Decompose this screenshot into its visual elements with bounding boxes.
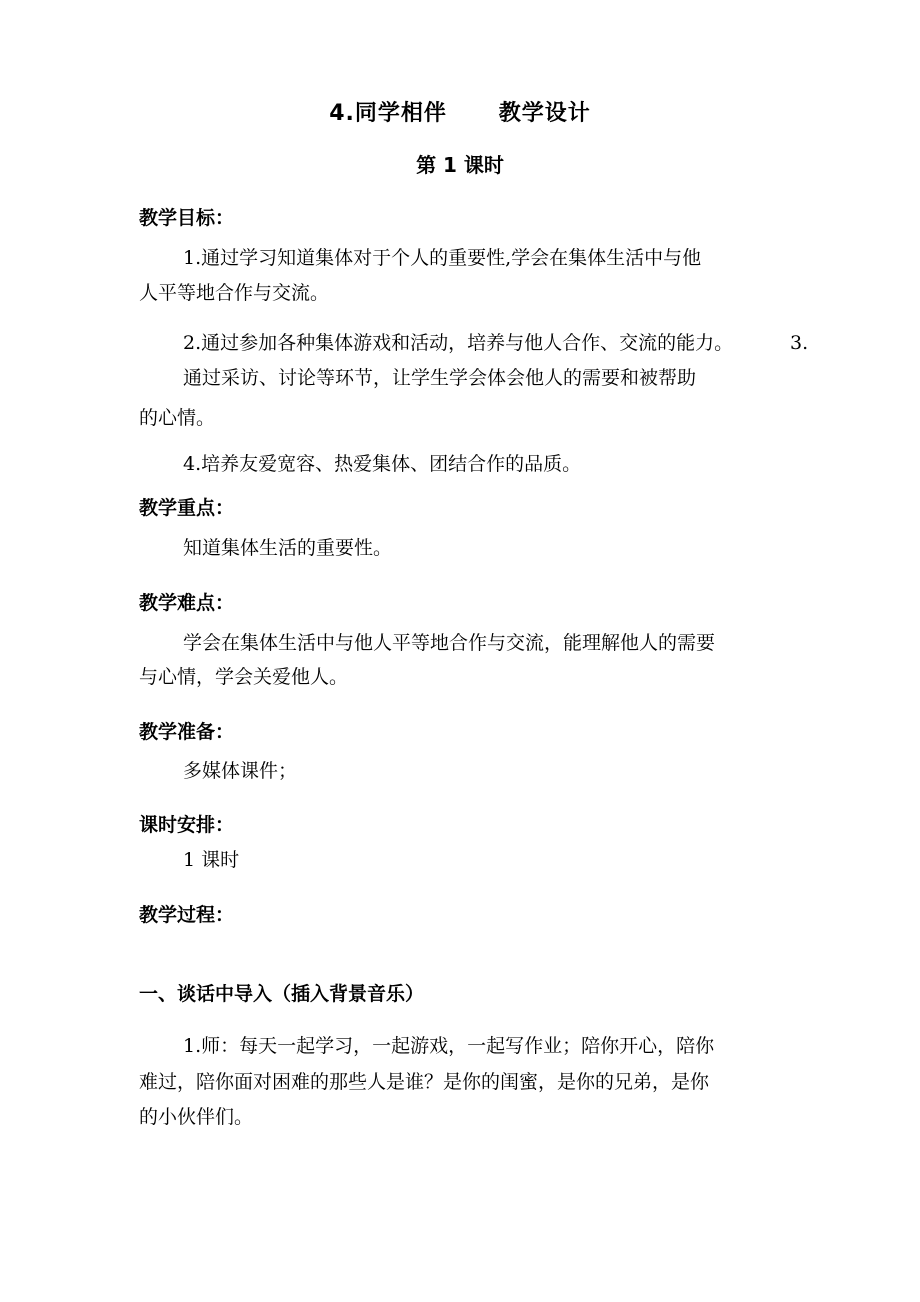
- difficulties-line-1: 学会在集体生活中与他人平等地合作与交流，能理解他人的需要: [183, 632, 716, 654]
- objective-3-line-2: 的心情。: [139, 407, 216, 429]
- document-subtitle: 第 1 课时: [416, 153, 504, 177]
- objective-3-number: 3.: [790, 332, 809, 354]
- part-1-line-2: 难过，陪你面对困难的那些人是谁？是你的闺蜜，是你的兄弟，是你: [139, 1071, 710, 1093]
- part-1-line-1: 1.师：每天一起学习，一起游戏，一起写作业；陪你开心，陪你: [183, 1035, 715, 1057]
- schedule-heading: 课时安排：: [139, 814, 235, 836]
- objective-1-line-1: 1.通过学习知道集体对于个人的重要性,学会在集体生活中与他: [183, 247, 702, 269]
- preparation-heading: 教学准备：: [139, 721, 235, 743]
- objective-2-line-1: 2.通过参加各种集体游戏和活动，培养与他人合作、交流的能力。: [183, 332, 734, 354]
- objective-4: 4.培养友爱宽容、热爱集体、团结合作的品质。: [183, 453, 582, 475]
- difficulties-heading: 教学难点：: [139, 592, 235, 614]
- objectives-heading: 教学目标：: [139, 207, 235, 229]
- preparation-text: 多媒体课件；: [183, 760, 298, 782]
- document-title: 4.同学相伴 教学设计: [329, 101, 591, 126]
- process-heading: 教学过程：: [139, 904, 235, 926]
- part-1-line-3: 的小伙伴们。: [139, 1106, 254, 1128]
- schedule-text: 1 课时: [183, 849, 240, 871]
- key-points-text: 知道集体生活的重要性。: [183, 537, 393, 559]
- part-1-heading: 一、谈话中导入（插入背景音乐）: [139, 983, 425, 1005]
- difficulties-line-2: 与心情，学会关爱他人。: [139, 666, 349, 688]
- key-points-heading: 教学重点：: [139, 497, 235, 519]
- objective-1-line-2: 人平等地合作与交流。: [139, 282, 330, 304]
- objective-3-line-1: 通过采访、讨论等环节，让学生学会体会他人的需要和被帮助: [183, 367, 697, 389]
